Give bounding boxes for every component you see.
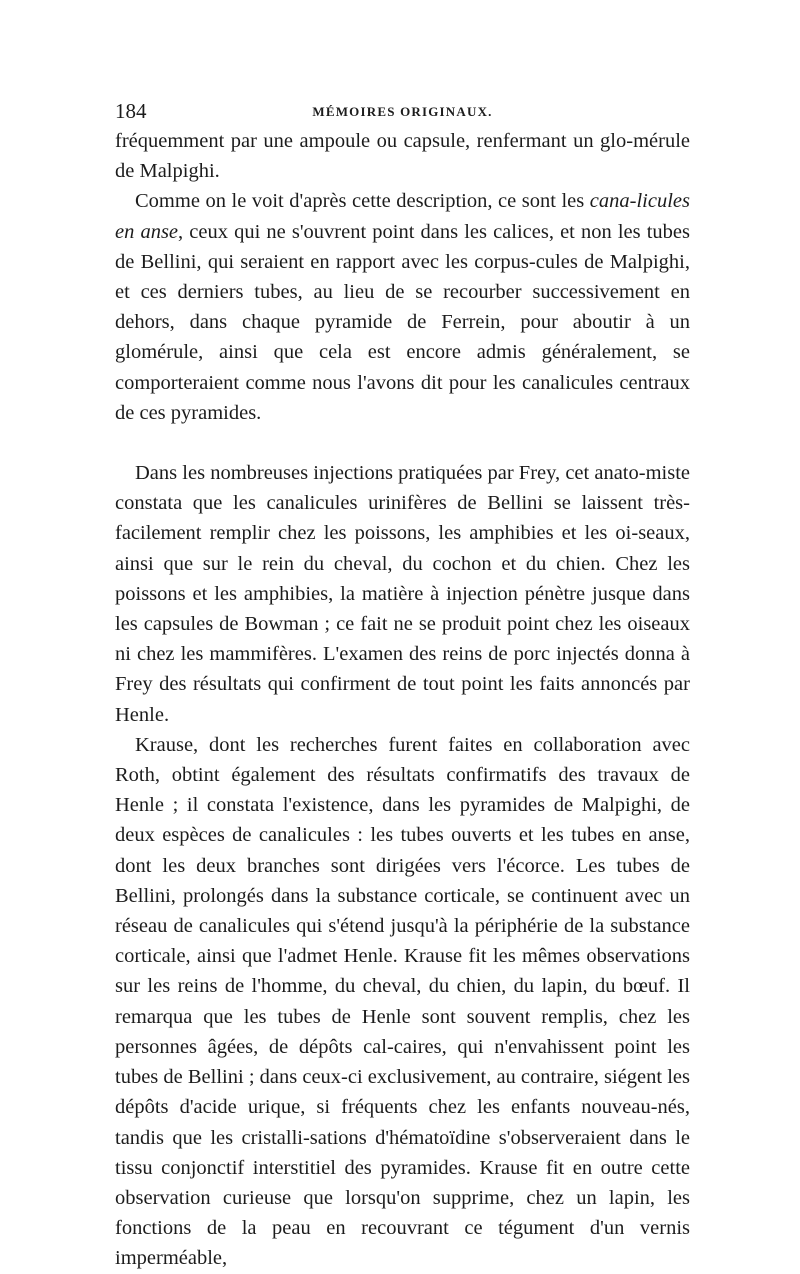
paragraph-frey: Dans les nombreuses injections pratiquées par Frey, cet anato-miste constata que les canalicules urinifères de Bellini se laissent très-facilement remplir chez les poissons, les amphibies et les oi-seaux, ainsi que sur le rein du cheval, du cochon et du chien. Chez les poissons et les amphibies, la matière à injection pénètre jusque dans les capsules de Bowman ; ce fait ne se produit point chez les oiseaux ni chez les mammifères. L'examen des reins de porc injectés donna à Frey des résultats qui confirment de tout point les faits annoncés par Henle. bbox=[115, 462, 690, 726]
paragraph-krause: Krause, dont les recherches furent faites en collaboration avec Roth, obtint également des résultats confirmatifs des travaux de Henle ; il constata l'existence, dans les pyramides de Malpighi, de deux espèces de canalicules : les tubes ouverts et les tubes en anse, dont les deux branches sont dirigées vers l'écorce. Les tubes de Bellini, prolongés dans la substance corticale, se continuent avec un réseau de canalicules qui s'étend jusqu'à la périphérie de la substance corticale, ainsi que l'admet Henle. Krause fit les mêmes observations sur les reins de l'homme, du cheval, du chien, du lapin, du bœuf. Il remarqua que les tubes de Henle sont souvent remplis, chez les personnes âgées, de dépôts cal-caires, qui n'envahissent point les tubes de Bellini ; dans ceux-ci exclusivement, au contraire, siégent les dépôts d'acide urique, si fréquents chez les enfants nouveau-nés, tandis que les cristalli-sations d'hématoïdine s'observeraient dans le tissu conjonctif interstitiel des pyramides. Krause fit en outre cette observation curieuse que lorsqu'on supprime, chez un lapin, les fonctions de la peau en recouvrant ce tégument d'un vernis imperméable, bbox=[115, 733, 690, 1270]
page-number: 184 bbox=[115, 99, 147, 123]
body-text bbox=[115, 126, 690, 1274]
paragraph-description bbox=[115, 186, 690, 428]
paragraph-continuation: fréquemment par une ampoule ou capsule, renfermant un glo-mérule de Malpighi. bbox=[115, 130, 690, 183]
paragraph-text-after: , ceux qui ne s'ouvrent point dans les calices, et non les tubes de Bellini, qui seraient en rapport avec les corpus-cules de Malpighi, et ces derniers tubes, au lieu de se recourber successivement en dehors, dans chaque pyramide de Ferrein, pour aboutir à un glomérule, ainsi que cela est encore admis généralement, se comporteraient comme nous l'avons dit pour les canalicules centraux de ces pyramides. bbox=[115, 220, 690, 424]
italic-term: cana-licules en anse bbox=[115, 190, 690, 243]
running-title: MÉMOIRES ORIGINAUX. bbox=[312, 104, 493, 119]
page-header bbox=[115, 96, 690, 126]
paragraph-text-before: Comme on le voit d'après cette description, ce sont les bbox=[135, 190, 590, 213]
